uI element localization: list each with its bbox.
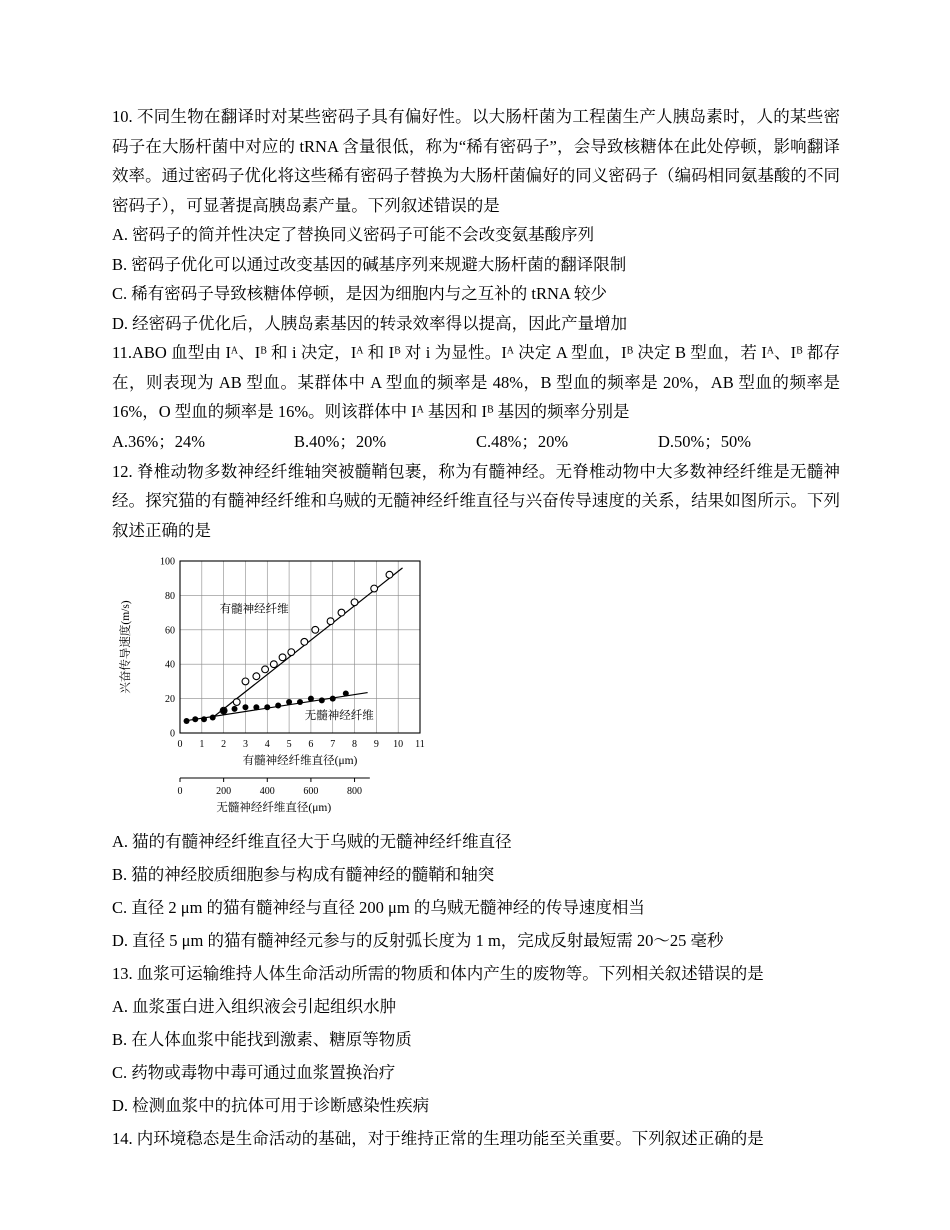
svg-text:8: 8	[352, 739, 358, 750]
question-11-option-a: A.36%；24%	[112, 431, 206, 451]
svg-text:11: 11	[415, 739, 425, 750]
svg-text:0: 0	[170, 728, 175, 740]
svg-text:无髓神经纤维: 无髓神经纤维	[304, 710, 374, 723]
chart-frame	[180, 561, 420, 733]
question-13-stem: 13. 血浆可运输维持人体生命活动所需的物质和体内产生的废物等。下列相关叙述错误的是	[112, 964, 764, 983]
question-12-option-b: B. 猫的神经胶质细胞参与构成有髓神经的髓鞘和轴突	[112, 865, 495, 884]
svg-text:0: 0	[177, 739, 183, 750]
svg-text:200: 200	[216, 786, 232, 797]
question-12-option-d: D. 直径 5 μm 的猫有髓神经元参与的反射弧长度为 1 m，完成反射最短需 20～25 毫秒	[112, 931, 724, 950]
question-12-options	[112, 825, 840, 957]
question-12-option-c: C. 直径 2 μm 的猫有髓神经与直径 200 μm 的乌贼无髓神经的传导速度相当	[112, 898, 645, 917]
question-10-option-a: A. 密码子的简并性决定了替换同义密码子可能不会改变氨基酸序列	[112, 225, 595, 244]
svg-text:1: 1	[199, 739, 205, 750]
svg-text:800: 800	[347, 786, 363, 797]
svg-text:0: 0	[177, 786, 183, 797]
question-12-option-a: A. 猫的有髓神经纤维直径大于乌贼的无髓神经纤维直径	[112, 832, 512, 851]
svg-text:4: 4	[264, 739, 270, 750]
question-11-option-b: B.40%；20%	[294, 431, 387, 451]
svg-text:5: 5	[286, 739, 292, 750]
svg-text:600: 600	[303, 786, 319, 797]
question-13-option-c: C. 药物或毒物中毒可通过血浆置换治疗	[112, 1063, 396, 1082]
question-11-option-d: D.50%；50%	[658, 431, 752, 451]
question-10-option-b: B. 密码子优化可以通过改变基因的碱基序列来规避大肠杆菌的翻译限制	[112, 254, 627, 274]
svg-text:有髓神经纤维直径(μm): 有髓神经纤维直径(μm)	[242, 755, 358, 767]
svg-text:2: 2	[221, 739, 227, 750]
question-13-option-a: A. 血浆蛋白进入组织液会引起组织水肿	[112, 997, 397, 1016]
question-13-option-d: D. 检测血浆中的抗体可用于诊断感染性疾病	[112, 1096, 430, 1115]
question-10-option-c: C. 稀有密码子导致核糖体停顿，是因为细胞内与之互补的 tRNA 较少	[112, 284, 608, 303]
question-14	[112, 1122, 840, 1155]
question-11-stem: 11.ABO 血型由 Iᴬ、Iᴮ 和 i 决定，Iᴬ 和 Iᴮ 对 i 为显性。Iᴬ 决定 A 型血，Iᴮ 决定 B 型血，若 Iᴬ、Iᴮ 都存在，则表现为 AB 型血。某群体中 A 型血的频率是 48%，B 型血的频率是 20%，AB 型血的频率是 16%，O 型血的频率是 16%。则该群体中 Iᴬ 基因和 Iᴮ 基因的频率分别是	[112, 343, 840, 421]
question-10	[112, 102, 840, 338]
nerve-conduction-figure	[116, 553, 840, 821]
chart-grid	[180, 561, 420, 733]
question-11	[112, 338, 840, 457]
svg-text:兴奋传导速度(m/s): 兴奋传导速度(m/s)	[120, 600, 132, 694]
svg-text:7: 7	[330, 739, 336, 750]
svg-text:80: 80	[165, 590, 175, 602]
question-10-stem: 10. 不同生物在翻译时对某些密码子具有偏好性。以大肠杆菌为工程菌生产人胰岛素时，人的某些密码子在大肠杆菌中对应的 tRNA 含量很低，称为“稀有密码子”，会导致核糖体在此处停顿，影响翻译效率。通过密码子优化将这些稀有密码子替换为大肠杆菌偏好的同义密码子（编码相同氨基酸的不同密码子），可显著提高胰岛素产量。下列叙述错误的是	[112, 107, 840, 215]
svg-text:6: 6	[308, 739, 314, 750]
question-11-options-row	[112, 427, 840, 457]
question-12	[112, 457, 840, 958]
nerve-chart-svg	[116, 553, 448, 821]
svg-text:有髓神经纤维: 有髓神经纤维	[219, 603, 289, 616]
svg-text:10: 10	[393, 739, 404, 750]
question-13-option-b: B. 在人体血浆中能找到激素、糖原等物质	[112, 1030, 412, 1049]
svg-text:3: 3	[242, 739, 248, 750]
question-10-option-d: D. 经密码子优化后，人胰岛素基因的转录效率得以提高，因此产量增加	[112, 313, 628, 333]
svg-text:40: 40	[165, 659, 175, 671]
svg-text:9: 9	[373, 739, 379, 750]
question-11-option-c: C.48%；20%	[476, 431, 569, 451]
chart-annotations	[220, 602, 375, 723]
svg-text:20: 20	[165, 694, 175, 706]
question-12-stem: 12. 脊椎动物多数神经纤维轴突被髓鞘包裹，称为有髓神经。无脊椎动物中大多数神经纤维是无髓神经。探究猫的有髓神经纤维和乌贼的无髓神经纤维直径与兴奋传导速度的关系，结果如图所示。下列叙述正确的是	[112, 461, 840, 540]
svg-text:400: 400	[259, 786, 275, 797]
myelinated-series	[211, 568, 403, 719]
question-14-stem: 14. 内环境稳态是生命活动的基础，对于维持正常的生理功能至关重要。下列叙述正确的是	[112, 1129, 764, 1148]
svg-text:无髓神经纤维直径(μm): 无髓神经纤维直径(μm)	[216, 802, 332, 814]
svg-text:60: 60	[165, 625, 175, 637]
question-13	[112, 957, 840, 1122]
svg-text:100: 100	[160, 556, 175, 568]
